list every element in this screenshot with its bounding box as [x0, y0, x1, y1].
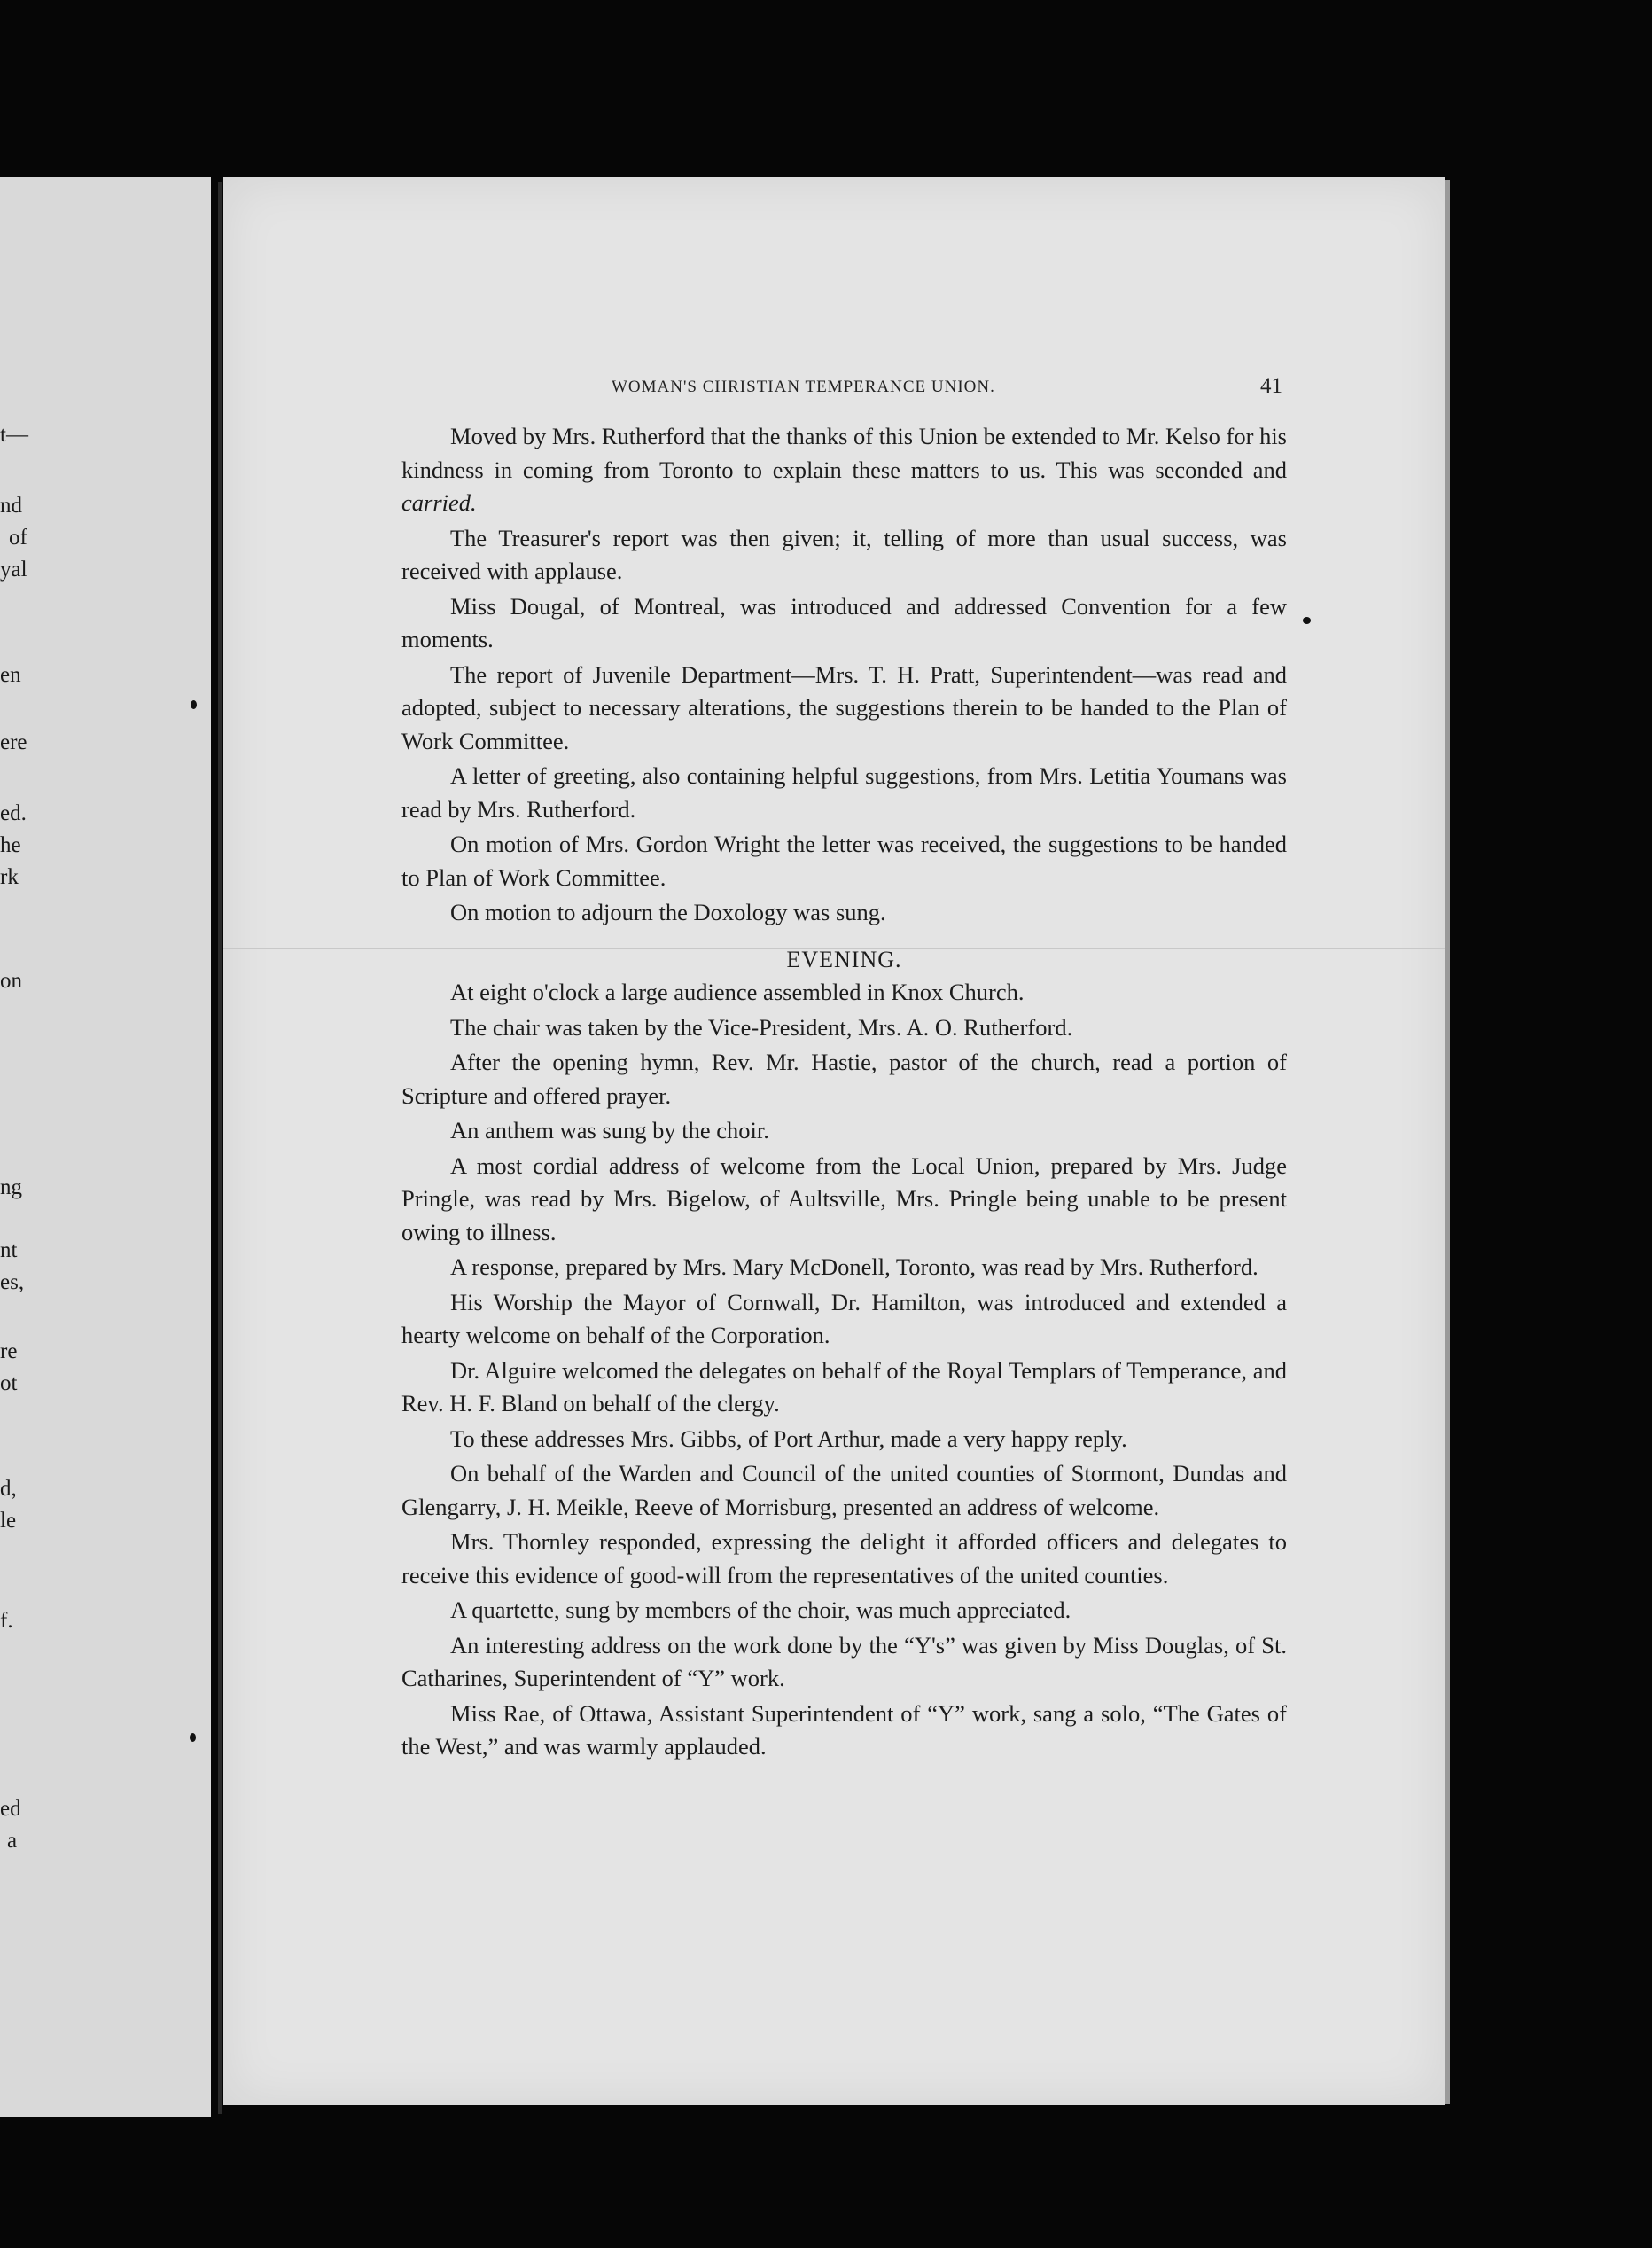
paragraph: After the opening hymn, Rev. Mr. Hastie, pastor of the church, read a portion of Scripture and offered prayer. [401, 1049, 1287, 1109]
paragraph: On motion of Mrs. Gordon Wright the letter was received, the suggestions to be handed to Plan of Work Committee. [401, 831, 1287, 891]
left-fragment: f. [0, 1609, 13, 1633]
left-fragment: es, [0, 1270, 25, 1294]
paragraph: Miss Rae, of Ottawa, Assistant Superintendent of “Y” work, sang a solo, “The Gates of the West,” and was warmly applauded. [401, 1699, 1287, 1760]
paragraph: Mrs. Thornley responded, expressing the delight it afforded officers and delegates to receive this evidence of good-will from the representatives of the united counties. [401, 1528, 1287, 1588]
body-text [401, 420, 1287, 1766]
left-fragment: ed. [0, 801, 27, 825]
left-fragment: le [0, 1509, 17, 1533]
paragraph: An interesting address on the work done by the “Y's” was given by Miss Douglas, of St. Catharines, Superintendent of “Y” work. [401, 1631, 1287, 1691]
ink-speck [190, 1733, 196, 1742]
paragraph: Miss Dougal, of Montreal, was introduced and addressed Convention for a few moments. [401, 592, 1287, 652]
left-fragment: ng [0, 1175, 22, 1199]
left-fragment: nt [0, 1238, 18, 1262]
left-fragment: yal [0, 558, 27, 582]
paragraph: The chair was taken by the Vice-President, Mrs. A. O. Rutherford. [450, 1013, 1073, 1041]
left-fragment: ot [0, 1371, 18, 1395]
left-fragment: a [7, 1829, 18, 1853]
page-number: 41 [1260, 374, 1282, 398]
gutter-line [218, 182, 222, 2114]
page-edge [1445, 180, 1450, 2104]
running-head: WOMAN'S CHRISTIAN TEMPERANCE UNION. [612, 378, 995, 396]
paragraph: A quartette, sung by members of the choir, was much appreciated. [450, 1596, 1071, 1623]
left-fragment: rk [0, 865, 19, 889]
paragraph: The report of Juvenile Department—Mrs. T. H. Pratt, Superintendent—was read and adopted, subject to necessary alterations, the suggestions therein to be handed to the Plan of Work Committee. [401, 660, 1287, 754]
left-fragment: en [0, 663, 21, 687]
emphasis: carried. [401, 489, 477, 516]
paragraph: On behalf of the Warden and Council of the united counties of Stormont, Dundas and Glengarry, J. H. Meikle, Reeve of Morrisburg, presented an address of welcome. [401, 1460, 1287, 1520]
paragraph: His Worship the Mayor of Cornwall, Dr. Hamilton, was introduced and extended a hearty welcome on behalf of the Corporation. [401, 1288, 1287, 1348]
paragraph: A most cordial address of welcome from the Local Union, prepared by Mrs. Judge Pringle, was read by Mrs. Bigelow, of Aultsville, Mrs. Pringle being unable to be present owing to illness. [401, 1151, 1287, 1245]
left-fragment: he [0, 833, 21, 857]
paragraph: A response, prepared by Mrs. Mary McDonell, Toronto, was read by Mrs. Rutherford. [450, 1253, 1258, 1280]
paragraph: At eight o'clock a large audience assembled in Knox Church. [450, 979, 1025, 1005]
left-page [0, 177, 211, 2117]
left-fragment: of [9, 526, 27, 550]
paragraph: To these addresses Mrs. Gibbs, of Port Arthur, made a very happy reply. [450, 1425, 1127, 1452]
left-fragment: ere [0, 730, 27, 754]
left-fragment: on [0, 969, 22, 993]
left-fragment: re [0, 1339, 18, 1363]
paragraph: On motion to adjourn the Doxology was sung. [450, 899, 886, 925]
left-fragment: nd [0, 494, 22, 518]
left-fragment: ed [0, 1797, 21, 1821]
paragraph: The Treasurer's report was then given; it, telling of more than usual success, was received with applause. [401, 524, 1287, 584]
paragraph: Moved by Mrs. Rutherford that the thanks of this Union be extended to Mr. Kelso for his kindness in coming from Toronto to explain these matters to us. This was seconded and carried. [401, 423, 1287, 516]
left-fragment: t— [0, 423, 28, 447]
paragraph: An anthem was sung by the choir. [450, 1117, 769, 1144]
left-fragment: d, [0, 1477, 17, 1501]
ink-speck [191, 700, 197, 709]
paragraph: A letter of greeting, also containing helpful suggestions, from Mrs. Letitia Youmans was read by Mrs. Rutherford. [401, 762, 1287, 823]
paragraph: Dr. Alguire welcomed the delegates on behalf of the Royal Templars of Temperance, and Rev. H. F. Bland on behalf of the clergy. [401, 1356, 1287, 1417]
ink-speck [1303, 617, 1311, 624]
section-heading: EVENING. [786, 946, 902, 972]
